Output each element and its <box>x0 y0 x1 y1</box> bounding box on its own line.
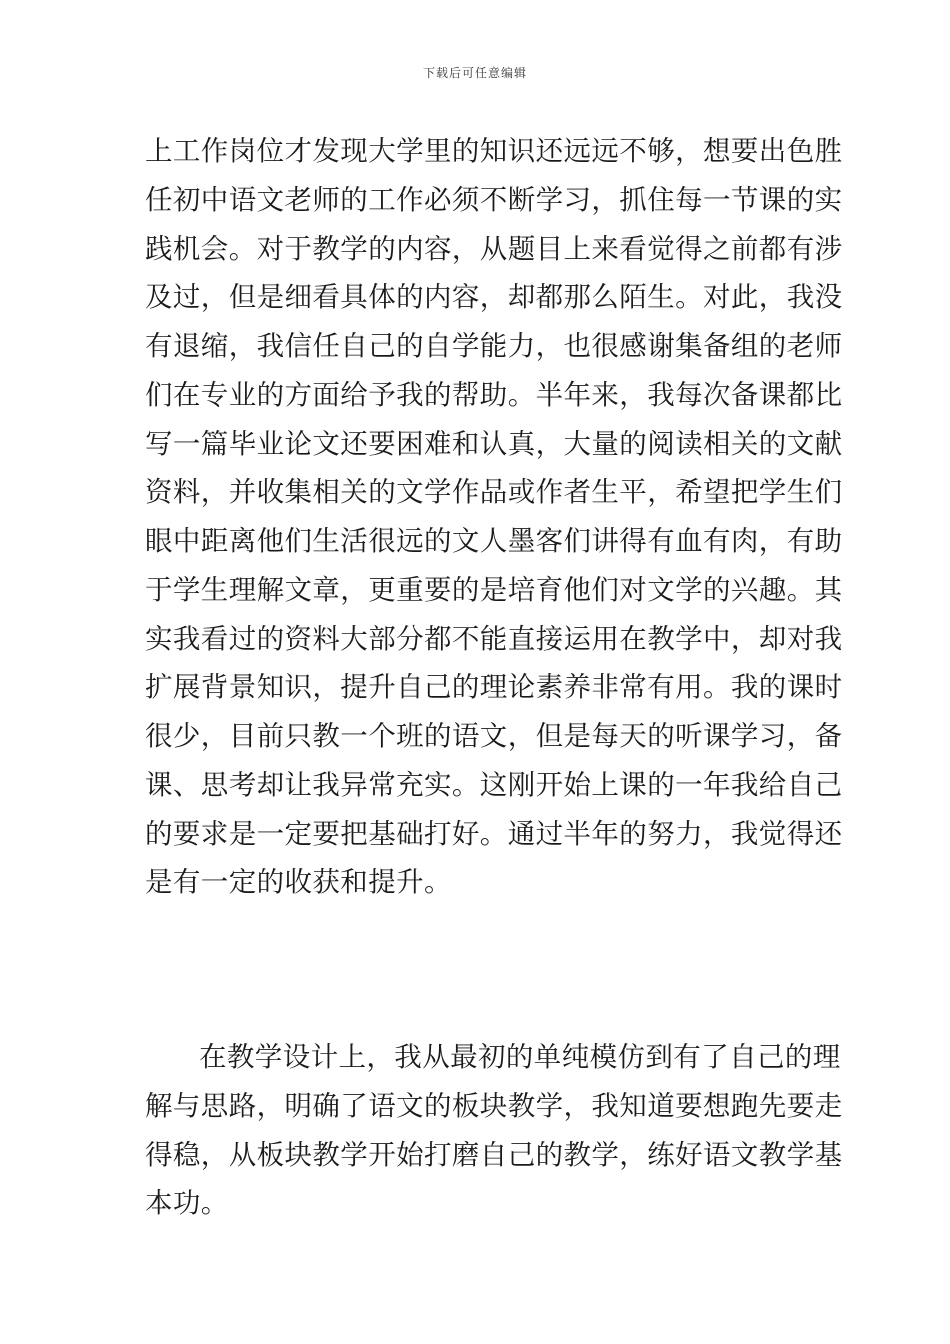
text-line: 很少，目前只教一个班的语文，但是每天的听课学习，备 <box>145 720 843 752</box>
text-line: 们在专业的方面给予我的帮助。半年来，我每次备课都比 <box>145 378 843 411</box>
document-body <box>145 127 843 1228</box>
paragraph-spacer <box>145 907 815 1033</box>
paragraph-1 <box>145 127 843 907</box>
text-line: 扩展背景知识，提升自己的理论素养非常有用。我的课时 <box>145 671 843 704</box>
paragraph-2 <box>145 1033 843 1228</box>
text-line: 眼中距离他们生活很远的文人墨客们讲得有血有肉，有助 <box>145 525 843 557</box>
text-line: 得稳，从板块教学开始打磨自己的教学，练好语文教学基 <box>145 1138 843 1171</box>
page-header: 下载后可任意编辑 <box>422 66 527 80</box>
text-line: 上工作岗位才发现大学里的知识还远远不够，想要出色胜 <box>145 135 843 167</box>
text-line: 是有一定的收获和提升。 <box>145 866 452 899</box>
text-line: 本功。 <box>145 1187 229 1220</box>
text-line: 及过，但是细看具体的内容，却都那么陌生。对此，我没 <box>145 281 843 314</box>
text-line: 实我看过的资料大部分都不能直接运用在教学中，却对我 <box>145 622 843 655</box>
text-line: 践机会。对于教学的内容，从题目上来看觉得之前都有涉 <box>145 232 843 265</box>
text-line: 有退缩，我信任自己的自学能力，也很感谢集备组的老师 <box>145 330 843 362</box>
text-line: 课、思考却让我异常充实。这刚开始上课的一年我给自己 <box>145 768 843 801</box>
text-line: 在教学设计上，我从最初的单纯模仿到有了自己的理 <box>199 1041 841 1073</box>
text-line: 解与思路，明确了语文的板块教学，我知道要想跑先要走 <box>145 1089 843 1122</box>
text-line: 资料，并收集相关的文学作品或作者生平，希望把学生们 <box>145 476 843 509</box>
text-line: 于学生理解文章，更重要的是培育他们对文学的兴趣。其 <box>145 573 843 606</box>
text-line: 的要求是一定要把基础打好。通过半年的努力，我觉得还 <box>145 817 843 850</box>
text-line: 写一篇毕业论文还要困难和认真，大量的阅读相关的文献 <box>145 427 843 460</box>
text-line: 任初中语文老师的工作必须不断学习，抓住每一节课的实 <box>145 183 843 216</box>
